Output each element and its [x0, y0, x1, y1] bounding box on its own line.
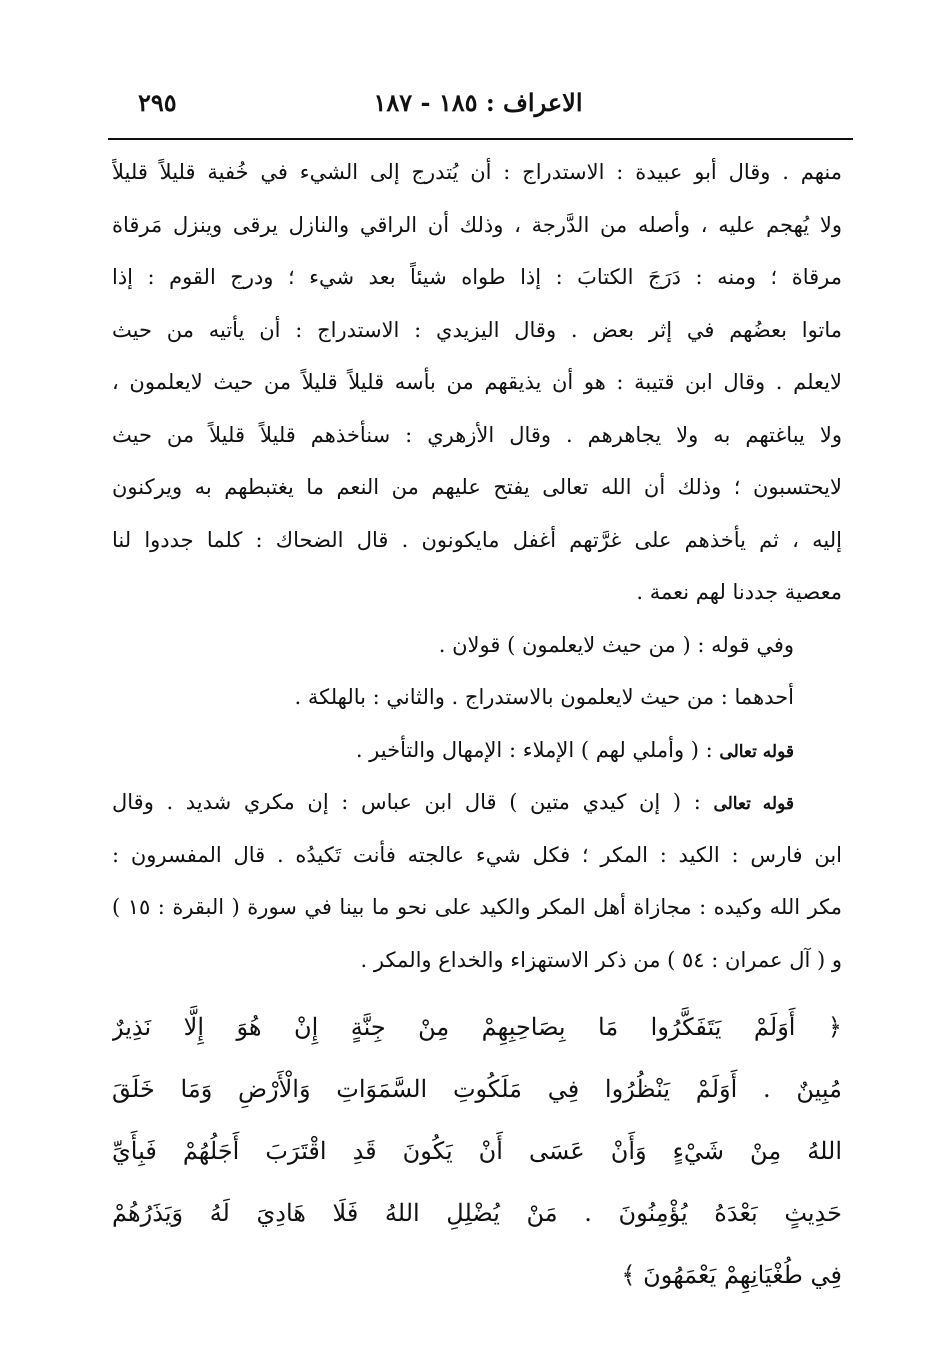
text-line: مرقاة ؛ ومنه : دَرَجَ الكتابَ : إذا طواه شيئاً بعد شيء ؛ ودرج القوم : إذا [112, 265, 842, 289]
text-line [112, 724, 842, 777]
verse-line: اللهُ مِنْ شَيْءٍ وَأَنْ عَسَى أَنْ يَكُونَ قَدِ اقْتَرَبَ أَجَلُهُمْ فَبِأَيِّ [112, 1137, 842, 1165]
verse-line: فِي طُغْيَانِهِمْ يَعْمَهُونَ ﴾ [621, 1261, 842, 1289]
commentary-text [112, 146, 842, 986]
text-line [112, 776, 842, 829]
paragraph-text: : ( وأملي لهم ) الإملاء : الإمهال والتأخير . [355, 737, 720, 762]
verse-line: حَدِيثٍ بَعْدَهُ يُؤْمِنُونَ . مَنْ يُضْلِلِ اللهُ فَلَا هَادِيَ لَهُ وَيَذَرُهُمْ [112, 1199, 842, 1227]
text-line: وفي قوله : ( من حيث لايعلمون ) قولان . [438, 632, 794, 657]
text-line: لايحتسبون ؛ وذلك أن الله تعالى يفتح عليهم من النعم ما يغتبطهم به ويركنون [112, 475, 842, 499]
text-line: ماتوا بعضُهم في إثر بعض . وقال اليزيدي : الاستدراج : أن يأتيه من حيث [112, 317, 842, 342]
paragraph-text: : ( إن كيدي متين ) قال ابن عباس : إن مكري شديد . وقال [112, 790, 714, 814]
header-divider [108, 138, 853, 140]
text-line: لايعلم . وقال ابن قتيبة : هو أن يذيقهم من بأسه قليلاً قليلاً من حيث لايعلمون ، [112, 370, 842, 394]
text-line: ابن فارس : الكيد : المكر ؛ فكل شيء عالجته فأنت تَكيدُه . قال المفسرون : [112, 842, 842, 867]
text-line: أحدهما : من حيث لايعلمون بالاستدراج . والثاني : بالهلكة . [294, 685, 794, 709]
running-title: الاعراف : ١٨٥ - ١٨٧ [373, 88, 583, 117]
text-line: ولا يباغتهم به ولا يجاهرهم . وقال الأزهري : سنأخذهم قليلاً قليلاً من حيث [112, 422, 842, 447]
page-header [108, 84, 848, 124]
paragraph-lead: قوله تعالى [713, 794, 794, 814]
text-line: مكر الله وكيده : مجازاة أهل المكر والكيد على نحو ما بينا في سورة ( البقرة : ١٥ ) [112, 895, 842, 919]
verse-line: ﴿ أَوَلَمْ يَتَفَكَّرُوا مَا بِصَاحِبِهِمْ مِنْ جِنَّةٍ إِنْ هُوَ إِلَّا نَذِيرٌ [112, 1013, 842, 1041]
verse-line: مُبِينٌ . أَوَلَمْ يَنْظُرُوا فِي مَلَكُوتِ السَّمَوَاتِ وَالْأَرْضِ وَمَا خَلَقَ [112, 1075, 842, 1103]
text-line: إليه ، ثم يأخذهم على غرَّتهم أغفل مايكونون . قال الضحاك : كلما جددوا لنا [112, 527, 842, 552]
paragraph-lead: قوله تعالى [719, 741, 794, 762]
text-line: منهم . وقال أبو عبيدة : الاستدراج : أن يُتدرج إلى الشيء في خُفية قليلاً قليلاً [112, 160, 842, 184]
quran-verses [112, 996, 842, 1306]
text-line: و ( آل عمران : ٥٤ ) من ذكر الاستهزاء والخداع والمكر . [360, 947, 842, 972]
text-line: ولا يُهجم عليه ، وأصله من الدَّرجة ، وذلك أن الراقي والنازل يرقى وينزل مَرقاة [112, 212, 842, 237]
page-number: ٢٩٥ [138, 88, 177, 117]
text-line: معصية جددنا لهم نعمة . [636, 580, 842, 604]
